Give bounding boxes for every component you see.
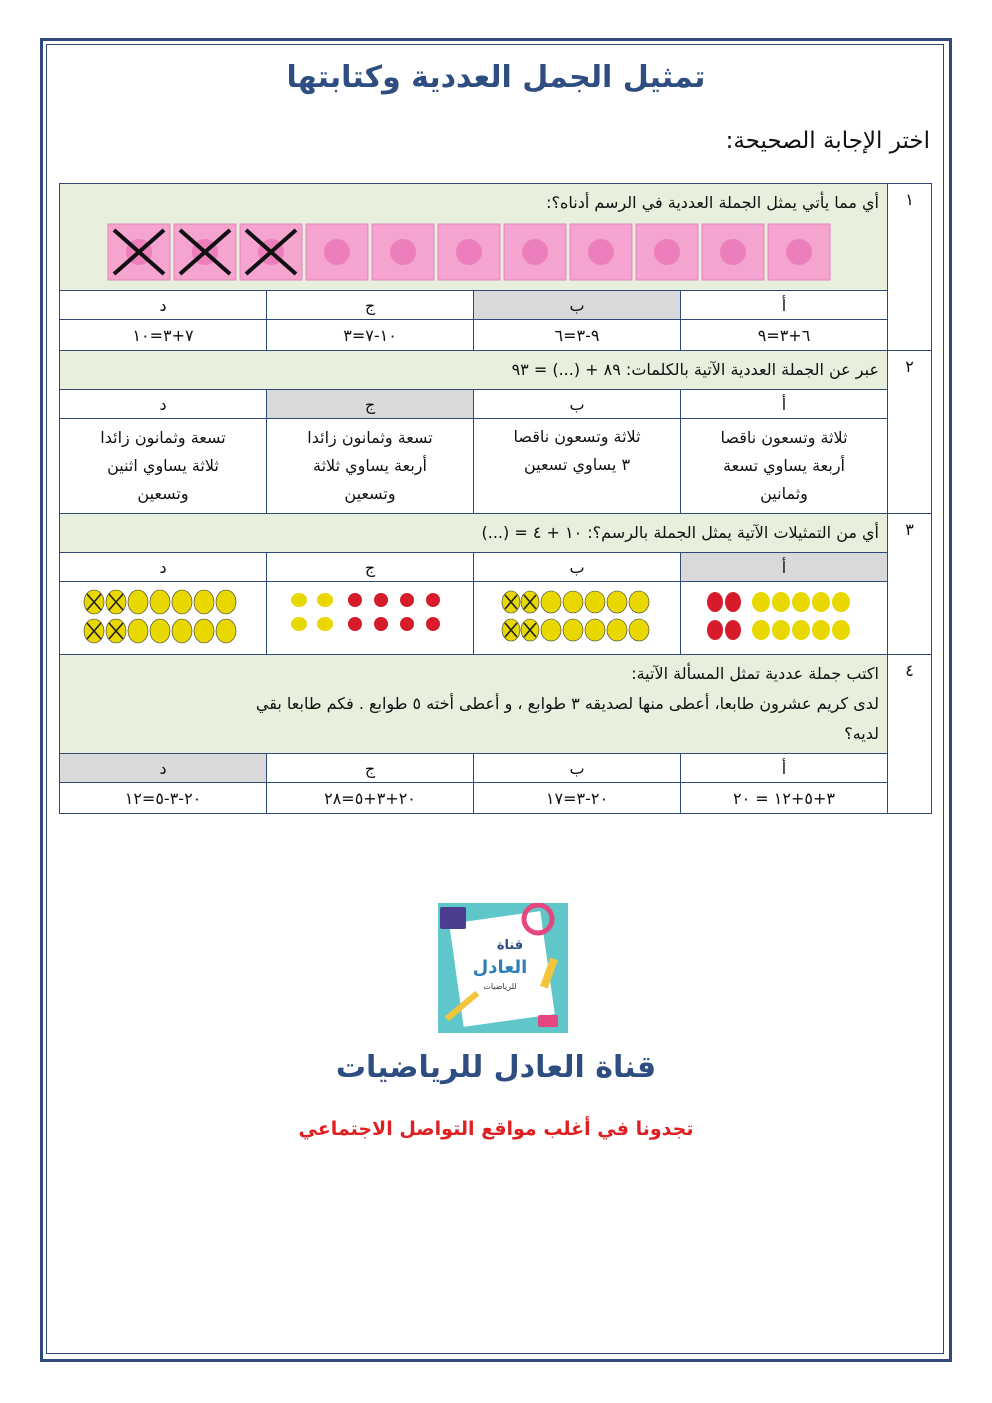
q2-answer-c: تسعة وثمانون زائدا أربعة يساوي ثلاثة وتسعين xyxy=(267,419,474,514)
q3-number: ٣ xyxy=(888,514,932,655)
cube-hole xyxy=(786,239,812,265)
q4-option-c[interactable]: ج xyxy=(267,754,474,783)
q4-option-b[interactable]: ب xyxy=(474,754,681,783)
q2-option-a[interactable]: أ xyxy=(681,390,888,419)
cube-hole xyxy=(654,239,680,265)
q1-number: ١ xyxy=(888,184,932,351)
logo-text-2: العادل xyxy=(472,957,528,978)
social-text: تجدونا في أغلب مواقع التواصل الاجتماعي xyxy=(298,1118,694,1140)
cross-marks xyxy=(87,594,123,639)
channel-name: قناة العادل للرياضيات xyxy=(335,1050,657,1085)
q3-counters-c xyxy=(285,586,455,646)
q3-text: أي من التمثيلات الآتية يمثل الجملة بالرسم؟: ١٠ + ٤ = (...) xyxy=(60,514,888,553)
logo-text-1: قناة xyxy=(496,938,524,953)
logo-text-3: للرياضيات xyxy=(483,982,517,991)
q3-answer-a xyxy=(681,582,888,655)
q2-answer-d: تسعة وثمانون زائدا ثلاثة يساوي اثنين وتسعين xyxy=(60,419,267,514)
q4-question xyxy=(60,655,888,754)
cube-hole xyxy=(390,239,416,265)
q4-text-line3: لديه؟ xyxy=(844,724,879,743)
q1-cubes-image xyxy=(104,220,844,284)
q4-answer-c: ٢٠+٣+٥=٢٨ xyxy=(267,783,474,814)
q1-option-d[interactable]: د xyxy=(60,291,267,320)
eraser-icon xyxy=(538,1015,558,1027)
q2-answer-b: ثلاثة وتسعون ناقصا ٣ يساوي تسعين xyxy=(474,419,681,514)
q3-answer-b xyxy=(474,582,681,655)
q4-option-d[interactable]: د xyxy=(60,754,267,783)
channel-logo xyxy=(438,903,568,1033)
q2-number: ٢ xyxy=(888,351,932,514)
page-title: تمثيل الجمل العددية وكتابتها xyxy=(286,60,706,95)
q1-answer-b: ٩-٣=٦ xyxy=(474,320,681,351)
cube-hole xyxy=(522,239,548,265)
q1-question xyxy=(60,184,888,291)
cube-hole xyxy=(588,239,614,265)
red-counters xyxy=(707,592,741,640)
q3-answer-c xyxy=(267,582,474,655)
cross-marks xyxy=(505,595,536,637)
q3-counters-d xyxy=(78,585,248,647)
q1-option-c[interactable]: ج xyxy=(267,291,474,320)
q2-answer-a: ثلاثة وتسعون ناقصا أربعة يساوي تسعة وثمانين xyxy=(681,419,888,514)
q2-option-b[interactable]: ب xyxy=(474,390,681,419)
q2-option-d[interactable]: د xyxy=(60,390,267,419)
yellow-counters xyxy=(752,592,850,640)
q3-option-d[interactable]: د xyxy=(60,553,267,582)
q1-answer-c: ١٠-٧=٣ xyxy=(267,320,474,351)
q1-answer-d: ٧+٣=١٠ xyxy=(60,320,267,351)
q3-option-b[interactable]: ب xyxy=(474,553,681,582)
q4-text-line1: اكتب جملة عددية تمثل المسألة الآتية: xyxy=(631,664,879,683)
questions-table xyxy=(59,183,932,814)
q4-number: ٤ xyxy=(888,655,932,814)
cube-hole xyxy=(720,239,746,265)
q3-answer-d xyxy=(60,582,267,655)
q3-option-c[interactable]: ج xyxy=(267,553,474,582)
cube-hole xyxy=(324,239,350,265)
q4-option-a[interactable]: أ xyxy=(681,754,888,783)
q3-counters-a xyxy=(699,586,869,646)
q4-answer-b: ٢٠-٣=١٧ xyxy=(474,783,681,814)
q4-text-line2: لدى كريم عشرون طابعا، أعطى منها لصديقه ٣ طوابع ، و أعطى أخته ٥ طوابع . فكم طابعا بقي xyxy=(255,694,879,713)
q3-option-a[interactable]: أ xyxy=(681,553,888,582)
q1-option-a[interactable]: أ xyxy=(681,291,888,320)
q4-answer-a: ٣+٥+١٢ = ٢٠ xyxy=(681,783,888,814)
q2-text: عبر عن الجملة العددية الآتية بالكلمات: ٨٩ + (...) = ٩٣ xyxy=(60,351,888,390)
instruction: اختر الإجابة الصحيحة: xyxy=(725,128,930,154)
q2-option-c[interactable]: ج xyxy=(267,390,474,419)
q1-answer-a: ٦+٣=٩ xyxy=(681,320,888,351)
calculator-icon xyxy=(440,907,466,929)
q1-text: أي مما يأتي يمثل الجملة العددية في الرسم أدناه؟: xyxy=(546,193,879,212)
cube-hole xyxy=(456,239,482,265)
q1-option-b[interactable]: ب xyxy=(474,291,681,320)
q3-counters-b xyxy=(497,586,657,646)
q4-answer-d: ٢٠-٣-٥=١٢ xyxy=(60,783,267,814)
